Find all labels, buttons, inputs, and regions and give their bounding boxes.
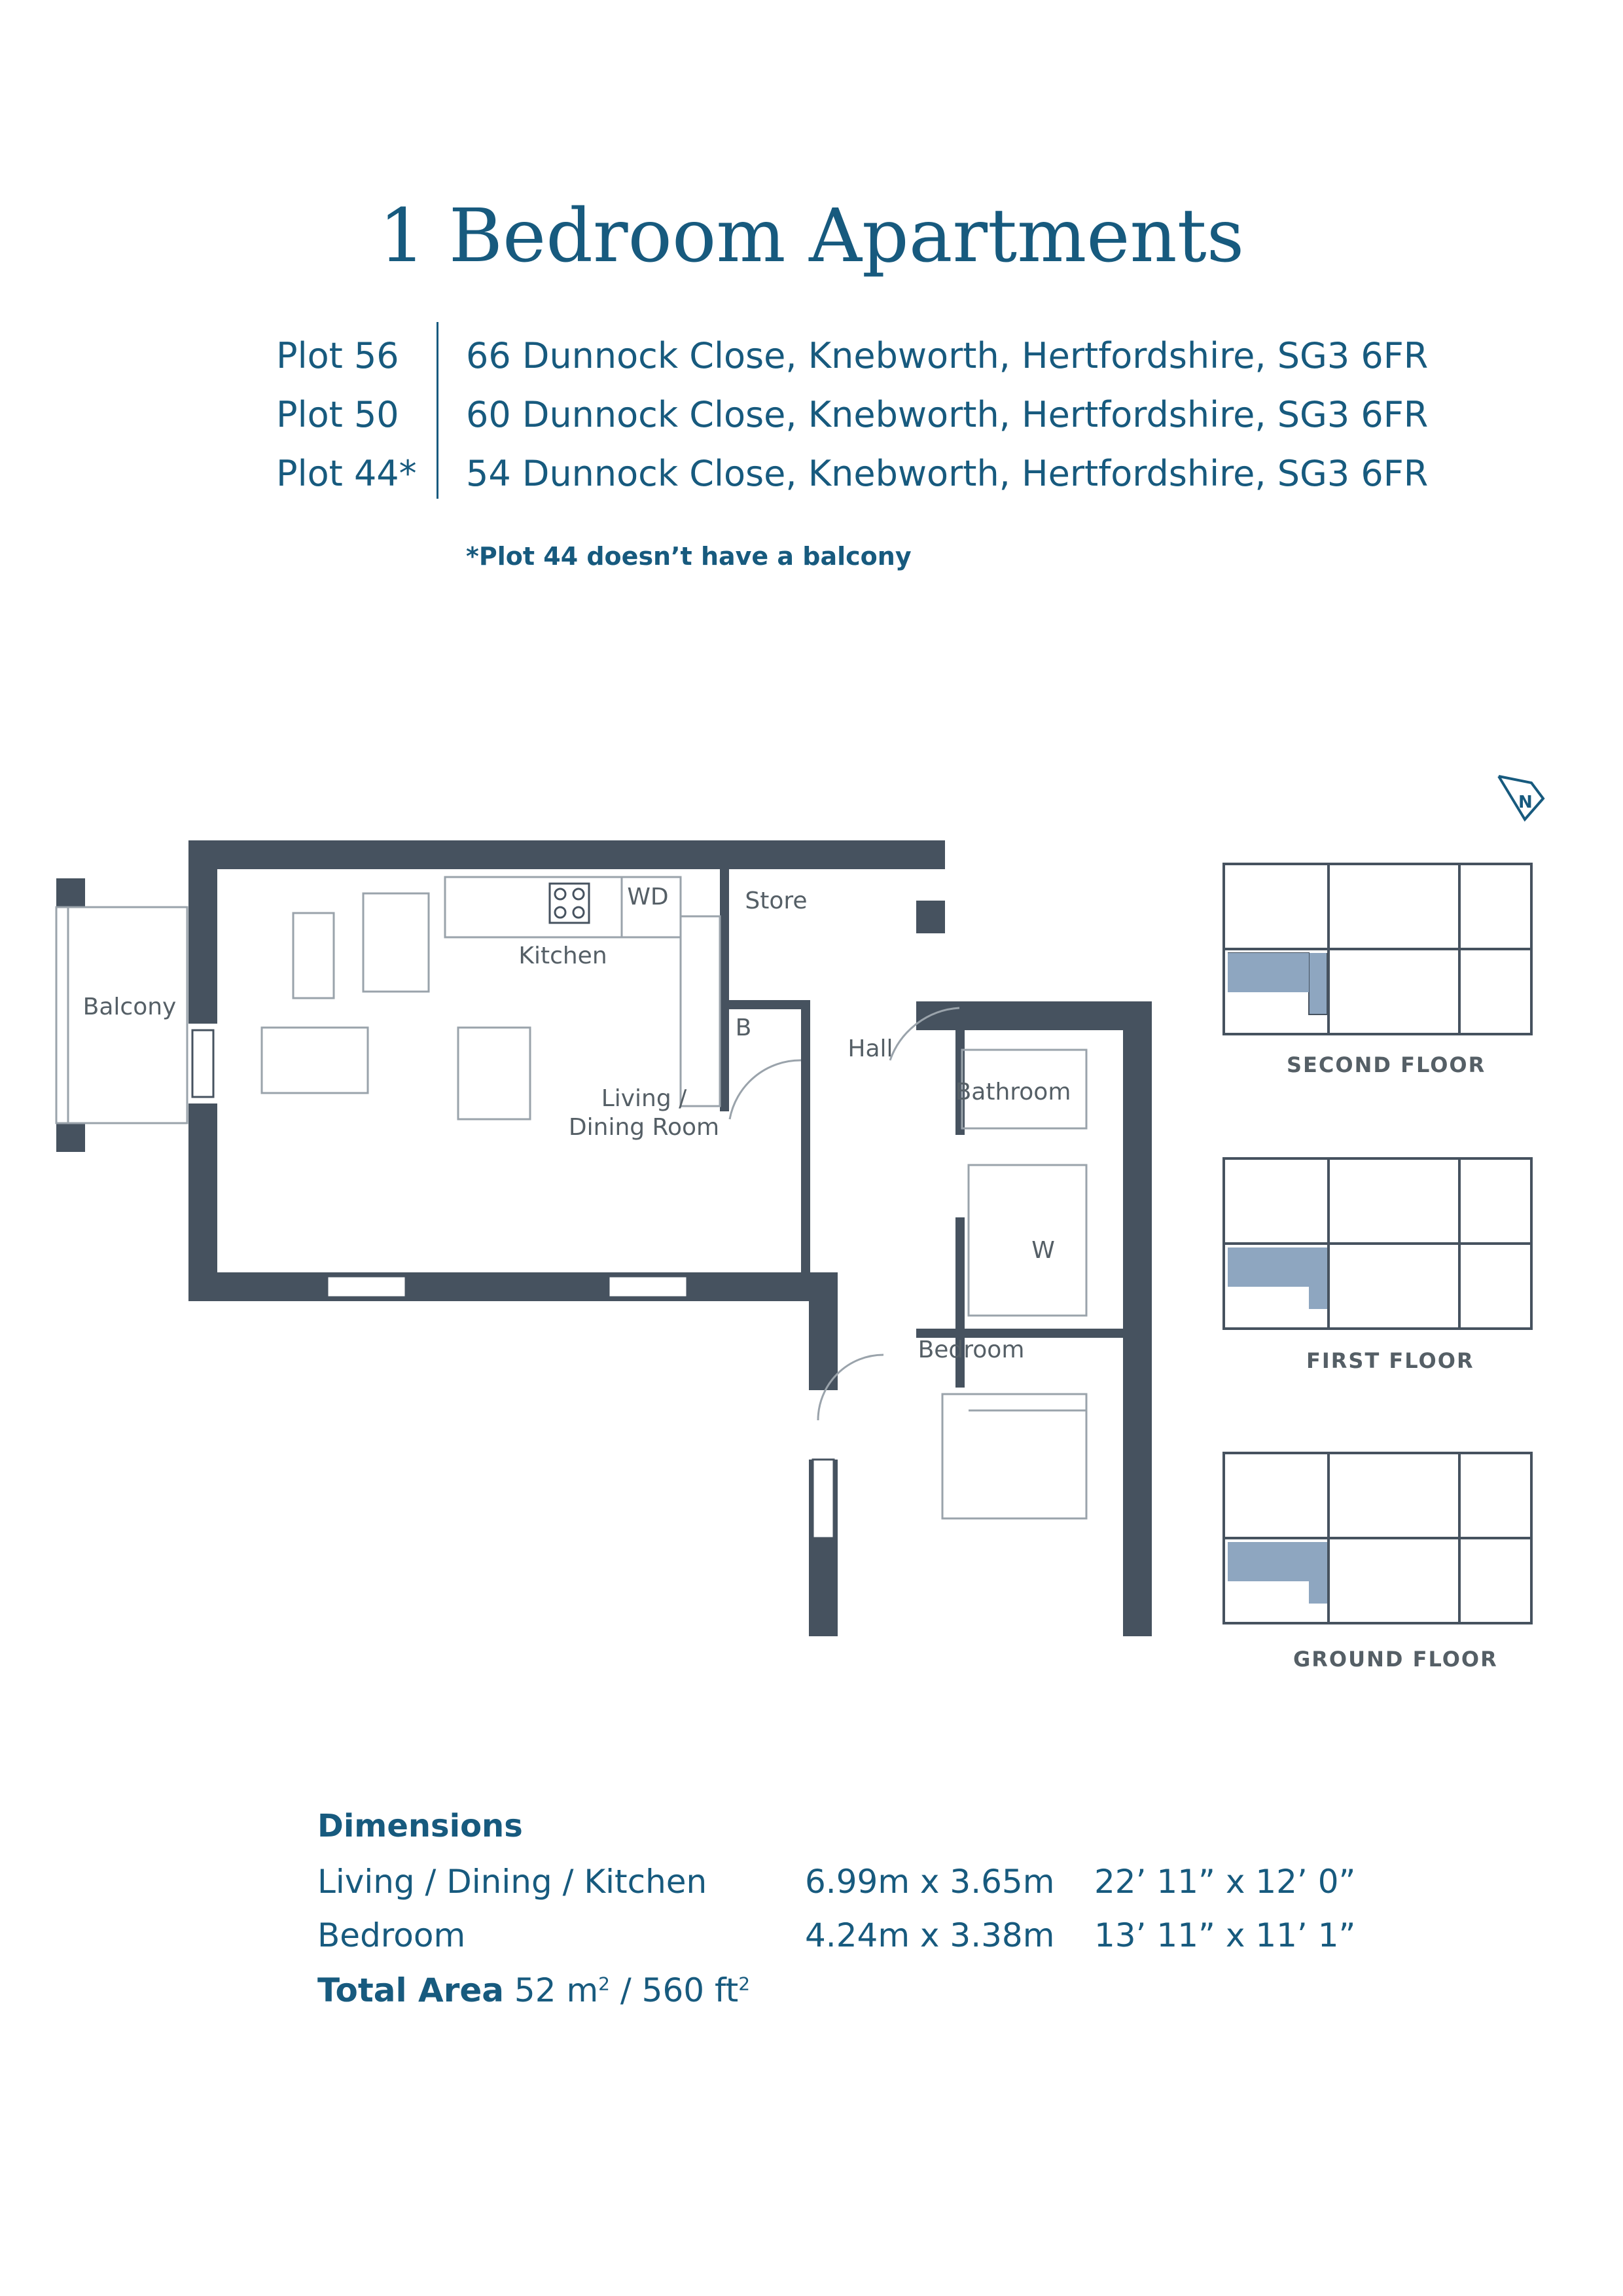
plot-address: 54 Dunnock Close, Knebworth, Hertfordshire, SG3 6FR xyxy=(466,453,1429,494)
fixtures xyxy=(262,877,1086,1518)
key-plan-first-floor xyxy=(1211,1139,1551,1348)
plot-address: 66 Dunnock Close, Knebworth, Hertfordshire, SG3 6FR xyxy=(466,335,1429,376)
key-plan-ground-floor xyxy=(1211,1433,1551,1643)
plot-address: 60 Dunnock Close, Knebworth, Hertfordshire, SG3 6FR xyxy=(466,394,1429,435)
room-label-b: B xyxy=(735,1014,752,1041)
superscript: 2 xyxy=(598,1973,610,1995)
superscript: 2 xyxy=(738,1973,751,1995)
dim-metric: 4.24m x 3.38m xyxy=(805,1916,1055,1954)
key-plan-second-floor xyxy=(1211,844,1551,1054)
room-label-kitchen: Kitchen xyxy=(518,942,607,969)
north-compass-icon xyxy=(1492,770,1551,829)
dim-imperial: 13’ 11” x 11’ 1” xyxy=(1094,1916,1356,1954)
page-title: 1 Bedroom Apartments xyxy=(378,194,1245,279)
key-plan-label: GROUND FLOOR xyxy=(1293,1647,1498,1672)
room-label-store: Store xyxy=(745,888,808,914)
dim-imperial: 22’ 11” x 12’ 0” xyxy=(1094,1863,1356,1901)
plot-label: Plot 44* xyxy=(276,453,417,494)
room-label-bathroom: Bathroom xyxy=(955,1079,1071,1105)
compass-n: N xyxy=(1518,793,1533,812)
total-area-label: Total Area xyxy=(317,1971,505,2009)
plot-label: Plot 56 xyxy=(276,335,399,376)
room-label-dining: Dining Room xyxy=(568,1114,720,1141)
room-label-w: W xyxy=(1031,1237,1055,1264)
total-area-imperial: / 560 ft xyxy=(620,1971,739,2009)
room-label-bedroom: Bedroom xyxy=(918,1336,1025,1363)
hob xyxy=(550,884,589,923)
total-area xyxy=(317,1971,750,2009)
room-label-balcony: Balcony xyxy=(82,994,177,1020)
room-label-wd: WD xyxy=(627,884,669,910)
dim-metric: 6.99m x 3.65m xyxy=(805,1863,1055,1901)
plot-divider xyxy=(437,322,438,499)
dim-room: Bedroom xyxy=(317,1916,466,1954)
total-area-metric: 52 m xyxy=(514,1971,599,2009)
key-plan-label: FIRST FLOOR xyxy=(1306,1348,1474,1373)
dimensions-heading: Dimensions xyxy=(317,1808,523,1844)
dim-room: Living / Dining / Kitchen xyxy=(317,1863,707,1901)
room-label-living: Living / xyxy=(601,1085,687,1112)
plot-label: Plot 50 xyxy=(276,394,399,435)
key-plan-label: SECOND FLOOR xyxy=(1287,1052,1486,1077)
balcony-note: *Plot 44 doesn’t have a balcony xyxy=(466,542,912,571)
room-label-hall: Hall xyxy=(847,1035,893,1062)
floor-plan xyxy=(0,753,1191,1636)
